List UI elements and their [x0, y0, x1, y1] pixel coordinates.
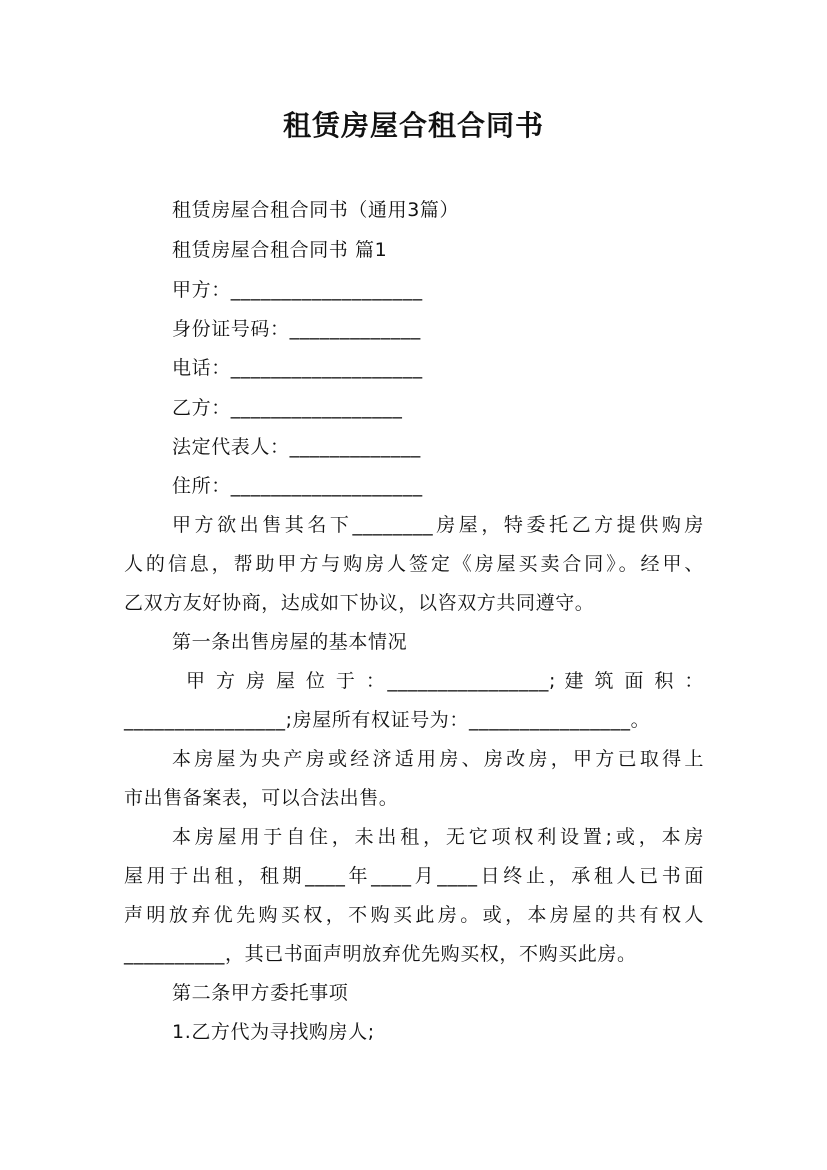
paragraph-line: 人的信息，帮助甲方与购房人签定《房屋买卖合同》。经甲、	[124, 553, 704, 575]
section-heading: 租赁房屋合租合同书 篇1	[172, 239, 388, 261]
article-heading: 第二条甲方委托事项	[172, 982, 349, 1004]
paragraph-line: 甲 方 房 屋 位 于 ：________________; 建 筑 面 积 ：	[186, 670, 704, 692]
party-a-field: 甲方：___________________	[172, 279, 423, 301]
paragraph-line: 甲方欲出售其名下________房屋，特委托乙方提供购房	[172, 514, 704, 536]
paragraph-line: 屋用于出租，租期____年____月____日终止，承租人已书面	[124, 865, 704, 887]
paragraph-line: ________________;房屋所有权证号为：________________。	[124, 709, 651, 731]
document-title: 租赁房屋合租合同书	[282, 109, 544, 142]
legal-rep-field: 法定代表人：_____________	[172, 436, 421, 458]
address-field: 住所：___________________	[172, 475, 423, 497]
list-item: 1.乙方代为寻找购房人;	[172, 1021, 375, 1043]
id-number-field: 身份证号码：_____________	[172, 318, 421, 340]
article-heading: 第一条出售房屋的基本情况	[172, 631, 408, 653]
paragraph-line: 乙双方友好协商，达成如下协议，以咨双方共同遵守。	[124, 592, 595, 614]
party-b-field: 乙方：_________________	[172, 397, 403, 419]
paragraph-line: 声明放弃优先购买权，不购买此房。或，本房屋的共有权人	[124, 904, 704, 926]
paragraph-line: 市出售备案表，可以合法出售。	[124, 787, 399, 809]
paragraph-line: __________，其已书面声明放弃优先购买权，不购买此房。	[124, 943, 637, 965]
subtitle: 租赁房屋合租合同书（通用3篇）	[172, 199, 460, 221]
phone-field: 电话：___________________	[172, 357, 423, 379]
paragraph-line: 本房屋为央产房或经济适用房、房改房，甲方已取得上	[172, 748, 704, 770]
paragraph-line: 本房屋用于自住，未出租，无它项权利设置;或，本房	[172, 826, 704, 848]
